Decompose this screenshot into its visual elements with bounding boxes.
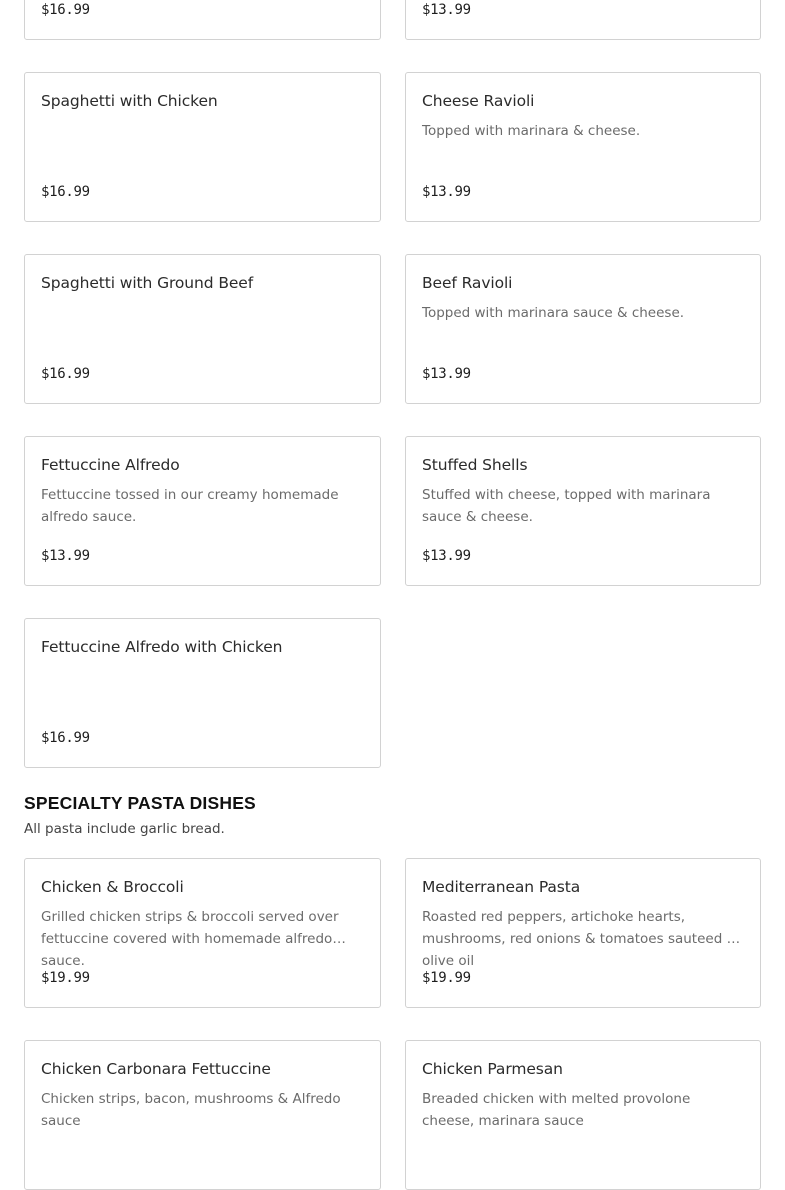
section-title: SPECIALTY PASTA DISHES [24,793,256,813]
menu-item-price: $16.99 [41,366,90,382]
menu-item-card[interactable] [24,72,381,222]
menu-item-card[interactable] [24,1040,381,1190]
menu-item-name: Chicken Parmesan [422,1060,563,1078]
menu-item-card[interactable] [405,72,761,222]
menu-item-price: $19.99 [422,970,471,986]
menu-item-description: Chicken strips, bacon, mushrooms & Alfredo sauce [41,1091,341,1129]
menu-item-card[interactable] [24,0,381,40]
menu-item-card[interactable] [405,1040,761,1190]
menu-item-price: $13.99 [422,548,471,564]
menu-item-card[interactable] [405,858,761,1008]
menu-item-price: $13.99 [422,2,471,18]
menu-item-price: $13.99 [422,184,471,200]
menu-item-name: Fettuccine Alfredo with Chicken [41,638,283,656]
section-subtitle: All pasta include garlic bread. [24,821,225,837]
menu-item-card[interactable] [24,618,381,768]
menu-item-price: $16.99 [41,730,90,746]
menu-item-description: Topped with marinara & cheese. [422,123,641,139]
menu-item-description: Fettuccine tossed in our creamy homemade alfredo sauce. [41,487,339,525]
menu-item-name: Chicken & Broccoli [41,878,184,896]
menu-item-card[interactable] [24,858,381,1008]
menu-item-description: Roasted red peppers, artichoke hearts, mushrooms, red onions & tomatoes sauteed in olive oil [422,909,739,969]
menu-item-name: Stuffed Shells [422,456,528,474]
menu-item-name: Cheese Ravioli [422,92,535,110]
menu-item-name: Beef Ravioli [422,274,513,292]
menu-item-description: Breaded chicken with melted provolone cheese, marinara sauce [422,1091,691,1129]
menu-item-price: $16.99 [41,184,90,200]
menu-item-name: Spaghetti with Ground Beef [41,274,254,292]
menu-item-card[interactable] [405,254,761,404]
menu-item-name: Chicken Carbonara Fettuccine [41,1060,271,1078]
menu-item-price: $16.99 [41,2,90,18]
menu-item-price: $19.99 [41,970,90,986]
menu-item-name: Mediterranean Pasta [422,878,581,896]
menu-item-price: $13.99 [422,366,471,382]
menu-item-description: Topped with marinara sauce & cheese. [422,305,685,321]
menu-item-price: $13.99 [41,548,90,564]
menu-item-card[interactable] [24,436,381,586]
menu-item-card[interactable] [24,254,381,404]
menu-item-card[interactable] [405,436,761,586]
menu-item-description: Stuffed with cheese, topped with marinara sauce & cheese. [422,487,711,525]
menu-item-name: Fettuccine Alfredo [41,456,180,474]
menu-item-description: Grilled chicken strips & broccoli served over fettuccine covered with homemade alfredo sauce. [41,909,339,969]
menu-item-card[interactable] [405,0,761,40]
menu-item-name: Spaghetti with Chicken [41,92,218,110]
